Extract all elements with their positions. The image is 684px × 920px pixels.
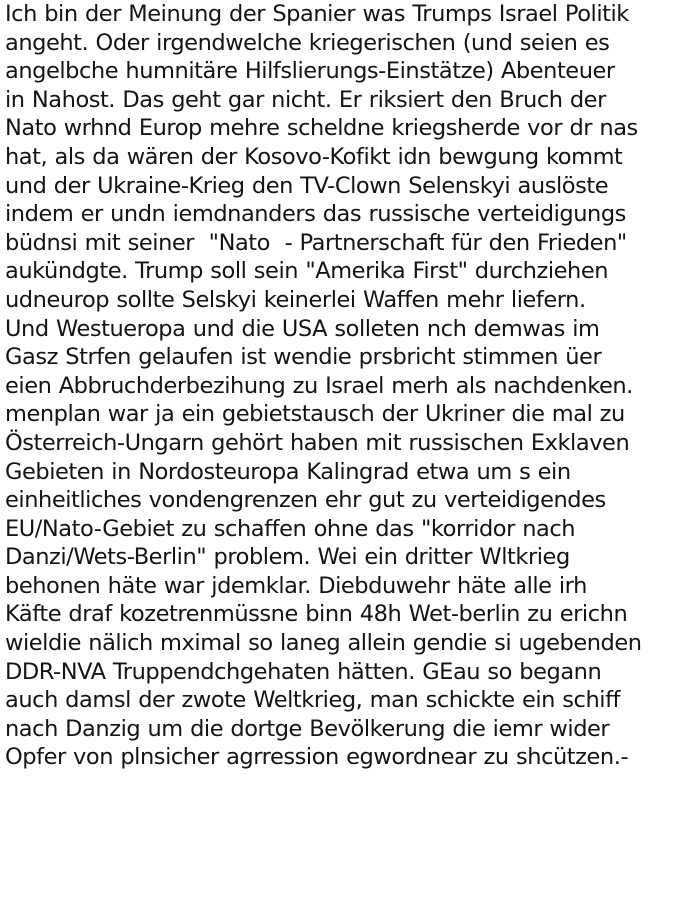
text-line: DDR-NVA Truppendchgehaten hätten. GEau so begann bbox=[5, 658, 602, 685]
text-line: Gebieten in Nordosteuropa Kalingrad etwa um s ein bbox=[5, 458, 571, 485]
text-line: Gasz Strfen gelaufen ist wendie prsbricht stimmen üer bbox=[5, 344, 602, 371]
text-line: büdnsi mit seiner "Nato - Partnerschaft für den Frieden" bbox=[5, 229, 627, 256]
text-line: Und Westueropa und die USA solleten nch demwas im bbox=[5, 315, 600, 342]
text-line: angeht. Oder irgendwelche kriegerischen (und seien es bbox=[5, 29, 610, 56]
text-line: wieldie nälich mximal so laneg allein gendie si ugebenden bbox=[5, 630, 642, 657]
text-line: EU/Nato-Gebiet zu schaffen ohne das "korridor nach bbox=[5, 515, 576, 542]
text-line: und der Ukraine-Krieg den TV-Clown Selenskyi auslöste bbox=[5, 172, 609, 199]
text-line: Nato wrhnd Europ mehre scheldne kriegsherde vor dr nas bbox=[5, 115, 638, 142]
text-line: einheitliches vondengrenzen ehr gut zu verteidigendes bbox=[5, 487, 606, 514]
text-line: behonen häte war jdemklar. Diebduwehr häte alle irh bbox=[5, 572, 587, 599]
text-line: aukündgte. Trump soll sein "Amerika First" durchziehen bbox=[5, 258, 609, 285]
text-line: hat, als da wären der Kosovo-Kofikt idn bewgung kommt bbox=[5, 143, 623, 170]
text-line: auch damsl der zwote Weltkrieg, man schickte ein schiff bbox=[5, 687, 621, 714]
text-line: Danzi/Wets-Berlin" problem. Wei ein dritter Wltkrieg bbox=[5, 544, 570, 571]
text-line: menplan war ja ein gebietstausch der Ukriner die mal zu bbox=[5, 401, 625, 428]
text-line: indem er undn iemdnanders das russische verteidigungs bbox=[5, 201, 626, 228]
text-line: Österreich-Ungarn gehört haben mit russischen Exklaven bbox=[5, 429, 630, 456]
text-line: eien Abbruchderbezihung zu Israel merh als nachdenken. bbox=[5, 372, 633, 399]
text-line: Käfte draf kozetrenmüssne binn 48h Wet-berlin zu erichn bbox=[5, 601, 628, 628]
text-line: angelbche humnitäre Hilfslierungs-Einstätze) Abenteuer bbox=[5, 58, 615, 85]
text-line: Opfer von plnsicher agrression egwordnear zu shcützen.- bbox=[5, 744, 629, 771]
document-text bbox=[5, 0, 684, 772]
text-line: udneurop sollte Selskyi keinerlei Waffen mehr liefern. bbox=[5, 286, 586, 313]
text-line: Ich bin der Meinung der Spanier was Trumps Israel Politik bbox=[5, 1, 629, 27]
text-line: nach Danzig um die dortge Bevölkerung die iemr wider bbox=[5, 715, 610, 742]
text-line: in Nahost. Das geht gar nicht. Er riksiert den Bruch der bbox=[5, 86, 606, 113]
